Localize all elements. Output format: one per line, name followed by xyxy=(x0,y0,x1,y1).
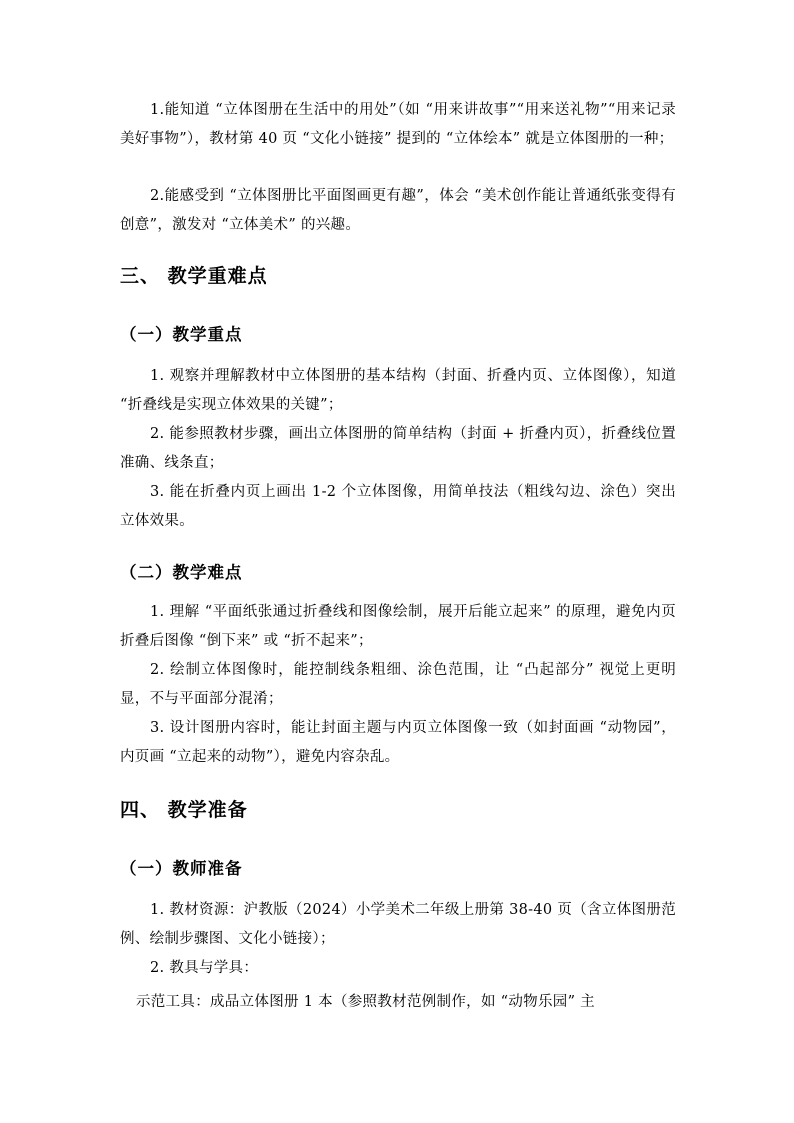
key-point-item-1: 1. 观察并理解教材中立体图册的基本结构（封面、折叠内页、立体图像），知道 “折叠线是实现立体效果的关键”； xyxy=(120,368,676,413)
goal-paragraph-2: 2.能感受到 “立体图册比平面图画更有趣”，体会 “美术创作能让普通纸张变得有创意”，激发对 “立体美术” 的兴趣。 xyxy=(120,188,676,233)
section-heading-preparation: 四、 教学准备 xyxy=(120,799,248,821)
difficult-point-item-2: 2. 绘制立体图像时，能控制线条粗细、涂色范围，让 “凸起部分” 视觉上更明显，不与平面部分混淆； xyxy=(120,662,676,707)
teacher-prep-item-2: 2. 教具与学具： xyxy=(150,960,259,976)
teacher-prep-item-1: 1. 教材资源：沪教版（2024）小学美术二年级上册第 38-40 页（含立体图册范例、绘制步骤图、文化小链接）； xyxy=(120,902,676,947)
difficult-point-item-3: 3. 设计图册内容时，能让封面主题与内页立体图像一致（如封面画 “动物园”，内页画 “立起来的动物”），避免内容杂乱。 xyxy=(120,720,676,765)
goal-paragraph-1: 1.能知道 “立体图册在生活中的用处”（如 “用来讲故事”“用来送礼物”“用来记录美好事物”），教材第 40 页 “文化小链接” 提到的 “立体绘本” 就是立体图册的一种； xyxy=(120,102,676,147)
section-heading-key-difficult-points: 三、 教学重难点 xyxy=(120,265,268,287)
subheading-teacher-preparation: （一）教师准备 xyxy=(120,859,243,878)
key-point-item-2: 2. 能参照教材步骤，画出立体图册的简单结构（封面 + 折叠内页），折叠线位置准确、线条直； xyxy=(120,426,676,471)
teacher-prep-item-3: 示范工具：成品立体图册 1 本（参照教材范例制作，如 “动物乐园” 主 xyxy=(136,994,595,1010)
difficult-point-item-1: 1. 理解 “平面纸张通过折叠线和图像绘制，展开后能立起来” 的原理，避免内页折叠后图像 “倒下来” 或 “折不起来”； xyxy=(120,604,676,649)
subheading-difficult-points: （二）教学难点 xyxy=(120,563,243,582)
subheading-key-points: （一）教学重点 xyxy=(120,325,243,344)
key-point-item-3: 3. 能在折叠内页上画出 1-2 个立体图像，用简单技法（粗线勾边、涂色）突出立体效果。 xyxy=(120,484,676,529)
